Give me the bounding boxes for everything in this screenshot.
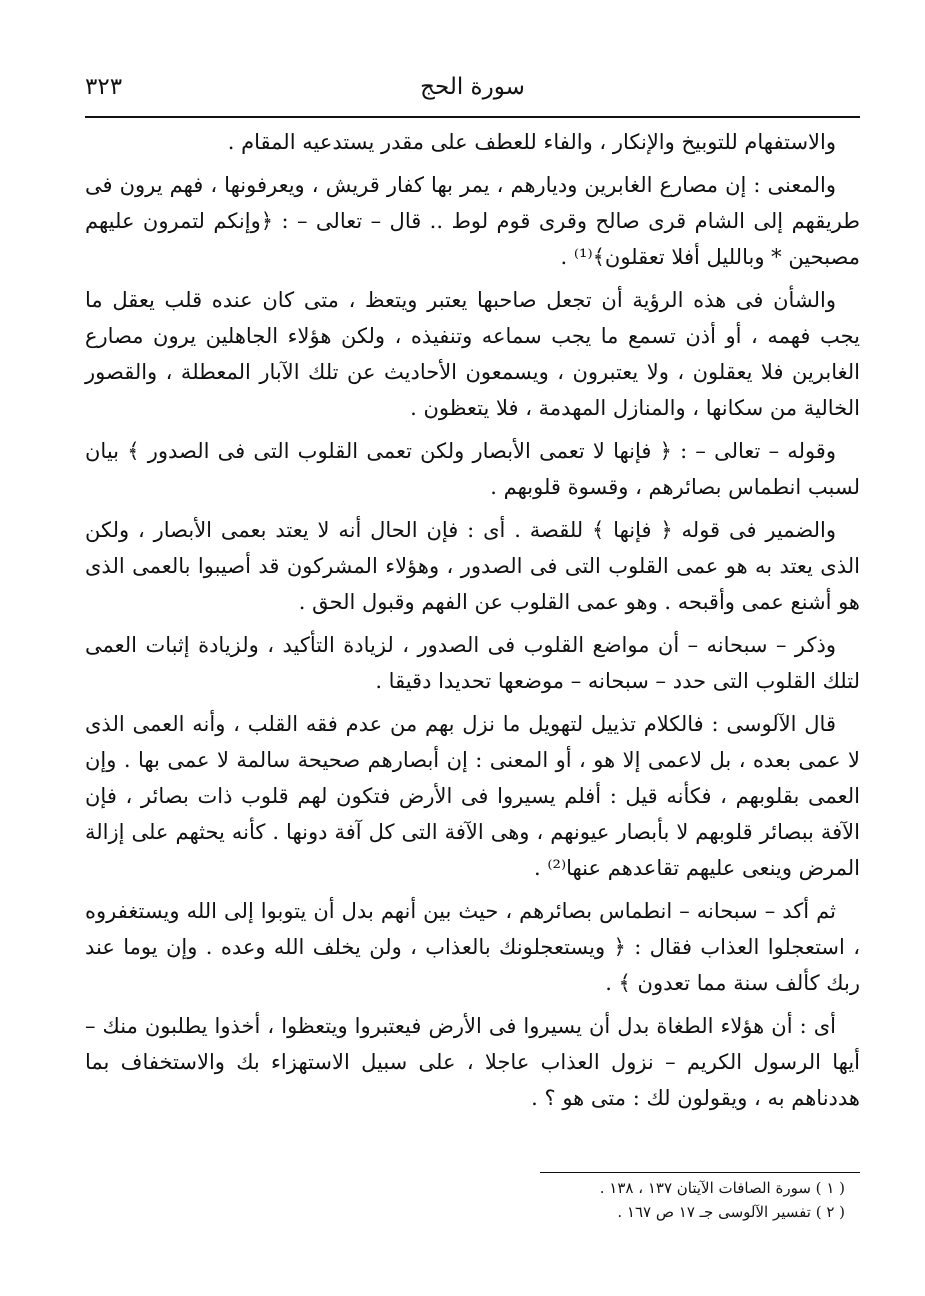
paragraph: ثم أكد – سبحانه – انطماس بصائرهم ، حيث بين أنهم بدل أن يتوبوا إلى الله ويستغفروه ، استعجلوا العذاب فقال : ﴿ ويستعجلونك بالعذاب ، ولن يخلف الله وعده . وإن يوما عند ربك كألف سنة مما تعدون ﴾ . bbox=[85, 899, 860, 995]
paragraph: والضمير فى قوله ﴿ فإنها ﴾ للقصة . أى : فإن الحال أنه لا يعتد بعمى الأبصار ، ولكن الذى يعتد به هو عمى القلوب التى فى الصدور ، وهؤلاء المشركون قد أصيبوا بالعمى الذى هو أشنع عمى وأقبحه . وهو عمى القلوب عن الفهم وقبول الحق . bbox=[85, 518, 860, 614]
footnotes bbox=[85, 1176, 845, 1224]
paragraph: والاستفهام للتوبيخ والإنكار ، والفاء للعطف على مقدر يستدعيه المقام . bbox=[227, 130, 836, 154]
footnote-divider bbox=[540, 1172, 860, 1173]
paragraph: والمعنى : إن مصارع الغابرين وديارهم ، يمر بها كفار قريش ، ويعرفونها ، فهم يرون فى طريقهم إلى الشام قرى صالح وقرى قوم لوط .. قال – تعالى – : ﴿وإنكم لتمرون عليهم مصبحين * وبالليل أفلا تعقلون﴾⁽¹⁾ . bbox=[85, 173, 860, 269]
footnote: ( ٢ ) تفسير الآلوسى جـ ١٧ ص ١٦٧ . bbox=[617, 1203, 845, 1221]
footnote: ( ١ ) سورة الصافات الآيتان ١٣٧ ، ١٣٨ . bbox=[599, 1179, 845, 1197]
paragraph: وذكر – سبحانه – أن مواضع القلوب فى الصدور ، لزيادة التأكيد ، ولزيادة إثبات العمى لتلك القلوب التى حدد – سبحانه – موضعها تحديدا دقيقا . bbox=[85, 633, 860, 693]
paragraph: وقوله – تعالى – : ﴿ فإنها لا تعمى الأبصار ولكن تعمى القلوب التى فى الصدور ﴾ بيان لسبب انطماس بصائرهم ، وقسوة قلوبهم . bbox=[85, 439, 860, 499]
paragraph: والشأن فى هذه الرؤية أن تجعل صاحبها يعتبر ويتعظ ، متى كان عنده قلب يعقل ما يجب فهمه ، أو أذن تسمع ما يجب سماعه وتنفيذه ، ولكن هؤلاء الجاهلين يرون مصارع الغابرين فلا يعقلون ، ولا يعتبرون ، ويسمعون الأحاديث عن تلك الآبار المعطلة ، والقصور الخالية من سكانها ، والمنازل المهدمة ، فلا يتعظون . bbox=[85, 288, 860, 420]
paragraph: أى : أن هؤلاء الطغاة بدل أن يسيروا فى الأرض فيعتبروا ويتعظوا ، أخذوا يطلبون منك – أيها الرسول الكريم – نزول العذاب عاجلا ، على سبيل الاستهزاء بك والاستخفاف بما هددناهم به ، ويقولون لك : متى هو ؟ . bbox=[85, 1014, 860, 1110]
paragraph: قال الآلوسى : فالكلام تذييل لتهويل ما نزل بهم من عدم فقه القلب ، وأنه العمى الذى لا عمى بعده ، بل لاعمى إلا هو ، أو المعنى : إن أبصارهم صحيحة سالمة لا عمى بها . وإن العمى بقلوبهم ، فكأنه قيل : أفلم يسيروا فى الأرض فتكون لهم قلوب ذات بصائر ، فإن الآفة ببصائر قلوبهم لا بأبصار عيونهم ، وهى الآفة التى كل آفة دونها . كأنه يحثهم على إزالة المرض وينعى عليهم تقاعدهم عنها⁽²⁾ . bbox=[85, 712, 860, 880]
page-number: ٣٢٣ bbox=[85, 74, 123, 100]
header-divider bbox=[85, 116, 860, 118]
page-header bbox=[85, 70, 860, 112]
chapter-title: سورة الحج bbox=[420, 74, 525, 100]
body-text bbox=[85, 124, 860, 1123]
